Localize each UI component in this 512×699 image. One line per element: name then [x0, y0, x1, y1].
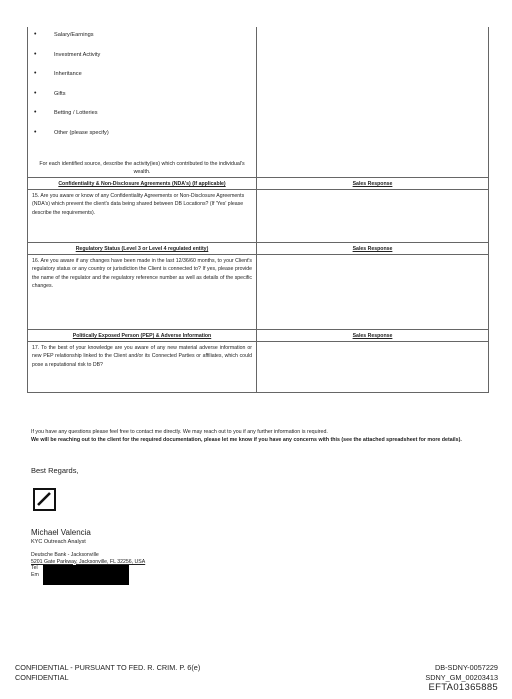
list-item [32, 50, 252, 70]
bullet-icon: • [34, 89, 37, 97]
confidential-notice: CONFIDENTIAL - PURSUANT TO FED. R. CRIM. P. 6(e) [15, 663, 201, 672]
list-item [32, 108, 252, 128]
sales-response-header: Sales Response [352, 181, 393, 187]
bates-number-efta: EFTA01365885 [428, 682, 498, 693]
email-line-2: We will be reaching out to the client for the required documentation, please let me know if you have any concerns with this (see the attached spreadsheet for more details). [31, 437, 462, 443]
email-body [31, 428, 487, 444]
source-label: Investment Activity [54, 51, 101, 58]
section-header-pep: Politically Exposed Person (PEP) & Adverse Information [28, 330, 257, 341]
wealth-sources-row [28, 27, 488, 177]
wealth-sources-response-cell[interactable] [257, 27, 488, 177]
email-line-1: If you have any questions please feel free to contact me directly. We may reach out to you if any further information is required. [31, 429, 328, 435]
question-15: 15. Are you aware or know of any Confidentiality Agreements or Non-Disclosure Agreements (NDA's) which prevent the client's data being shared between DB Locations? (If 'Yes' please describe the requirements). [28, 190, 257, 242]
source-description: For each identified source, describe the activity(ies) which contributed to the individual's wealth. [39, 161, 245, 175]
list-item [32, 69, 252, 89]
footer-left [15, 663, 200, 683]
source-label: Betting / Lotteries [54, 110, 98, 116]
list-item [32, 30, 252, 50]
question-17: 17. To the best of your knowledge are you aware of any new material adverse information or new PEP relationship linked to the Client and/or its Connected Parties or affiliates, which could pose a reputational risk to DB? [28, 342, 257, 392]
source-label: Salary/Earnings [54, 32, 94, 38]
section-header-row [28, 177, 488, 189]
source-label: Other (please specify) [54, 129, 109, 136]
signature-address: 5201 Gate Parkway, Jacksonville, FL 32256, USA [31, 558, 146, 565]
footer-right [425, 663, 498, 693]
question-row [28, 189, 488, 242]
kyc-form-table [27, 27, 489, 393]
signature-name: Michael Valencia [31, 528, 91, 537]
closing-regards: Best Regards, [31, 466, 79, 475]
wealth-sources-list [32, 27, 252, 147]
section-header-row [28, 242, 488, 254]
section-header-regulatory: Regulatory Status (Level 3 or Level 4 regulated entity) [28, 243, 257, 254]
source-label: Gifts [54, 90, 66, 97]
bates-number-sdny: SDNY_GM_00203413 [425, 673, 498, 682]
list-item [32, 89, 252, 109]
confidential-label: CONFIDENTIAL [15, 673, 69, 682]
question-16: 16. Are you aware if any changes have been made in the last 12/36/60 months, to your Client's regulatory status or any country or jurisdiction the Client is connected to? If yes, please provide the name of the regulator and the regulatory reference number as well as details of the specific changes. [28, 255, 257, 329]
signature-tel-label: Tel [31, 565, 38, 571]
response-field-16[interactable] [257, 255, 488, 329]
bullet-icon: • [34, 109, 37, 116]
bates-number-db: DB-SDNY-0057229 [434, 663, 498, 672]
section-header-row [28, 329, 488, 341]
signature-company: Deutsche Bank - Jacksonville [31, 552, 99, 558]
signature-title: KYC Outreach Analyst [31, 539, 86, 545]
bullet-icon: • [34, 128, 37, 136]
response-field-17[interactable] [257, 342, 488, 392]
source-label: Inheritance [54, 71, 82, 77]
wealth-sources-cell [28, 27, 257, 177]
bullet-icon: • [34, 31, 37, 38]
bullet-icon: • [34, 50, 37, 58]
question-row [28, 254, 488, 329]
response-field-15[interactable] [257, 190, 488, 242]
signature-email-label: Em [31, 571, 39, 578]
sales-response-header: Sales Response [352, 333, 393, 339]
bullet-icon: • [34, 70, 37, 77]
redaction-block [43, 565, 129, 585]
question-row [28, 341, 488, 392]
deutsche-bank-logo-icon [33, 488, 56, 511]
sales-response-header: Sales Response [352, 246, 393, 252]
section-header-nda: Confidentiality & Non-Disclosure Agreements (NDA's) (If applicable) [28, 178, 257, 189]
list-item [32, 128, 252, 148]
